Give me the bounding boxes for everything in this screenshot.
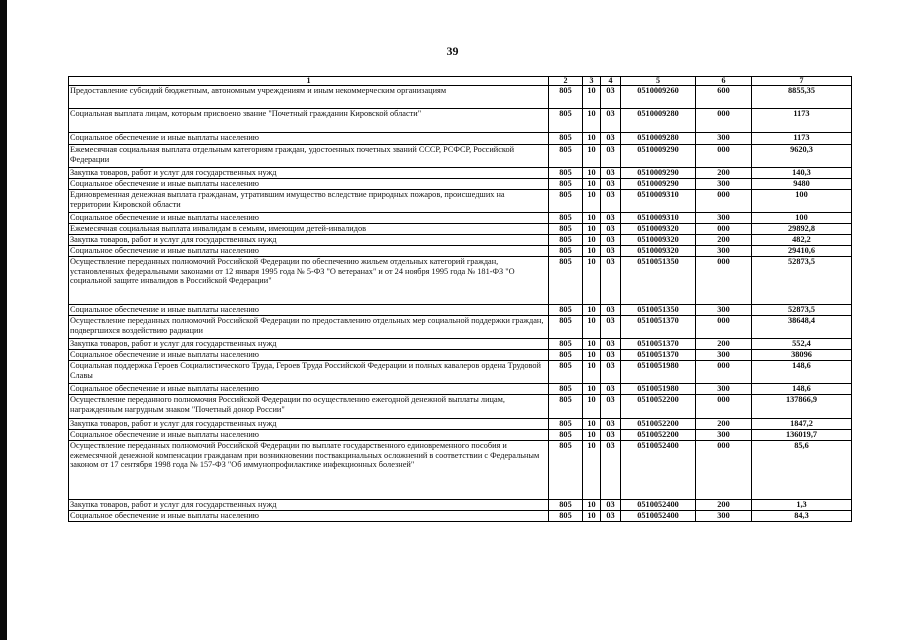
table-row	[69, 109, 852, 133]
table-row	[69, 384, 852, 395]
row-name-cell: Социальная поддержка Героев Социалистического Труда, Героев Труда Российской Федерации и полных кавалеров ордена Трудовой Славы	[69, 361, 549, 384]
row-csr-cell: 0510009310	[621, 190, 696, 213]
row-csr-cell: 0510051350	[621, 305, 696, 316]
row-grbs-cell: 805	[549, 257, 583, 305]
row-pr-cell: 03	[601, 168, 621, 179]
row-csr-cell: 0510009280	[621, 109, 696, 133]
row-rz-cell: 10	[583, 395, 601, 419]
row-rz-cell: 10	[583, 361, 601, 384]
row-grbs-cell: 805	[549, 500, 583, 511]
row-sum-cell: 137866,9	[752, 395, 852, 419]
row-name-cell: Ежемесячная социальная выплата отдельным категориям граждан, удостоенных почетных званий СССР, РСФСР, Российской Федерации	[69, 145, 549, 168]
row-name-cell: Социальное обеспечение и иные выплаты населению	[69, 511, 549, 522]
row-rz-cell: 10	[583, 224, 601, 235]
row-csr-cell: 0510052200	[621, 430, 696, 441]
row-sum-cell: 148,6	[752, 361, 852, 384]
row-vr-cell: 000	[696, 190, 752, 213]
budget-table	[68, 76, 852, 522]
table-row	[69, 441, 852, 500]
row-sum-cell: 52873,5	[752, 305, 852, 316]
row-name-cell: Осуществление переданного полномочия Российской Федерации по осуществлению ежегодной денежной выплаты лицам, награжденным нагрудным знаком "Почетный донор России"	[69, 395, 549, 419]
row-sum-cell: 8855,35	[752, 86, 852, 109]
row-grbs-cell: 805	[549, 168, 583, 179]
row-name-cell: Единовременная денежная выплата гражданам, утратившим имущество вследствие природных пожаров, происшедших на территории Кировской области	[69, 190, 549, 213]
table-row	[69, 133, 852, 145]
row-pr-cell: 03	[601, 179, 621, 190]
row-pr-cell: 03	[601, 500, 621, 511]
row-sum-cell: 38096	[752, 350, 852, 361]
row-rz-cell: 10	[583, 179, 601, 190]
row-name-cell: Социальное обеспечение и иные выплаты населению	[69, 384, 549, 395]
row-csr-cell: 0510052400	[621, 500, 696, 511]
table-row	[69, 316, 852, 339]
table-row	[69, 395, 852, 419]
table-row	[69, 350, 852, 361]
row-name-cell: Социальное обеспечение и иные выплаты населению	[69, 179, 549, 190]
row-pr-cell: 03	[601, 133, 621, 145]
header-cell: 5	[621, 77, 696, 86]
table-row	[69, 235, 852, 246]
row-rz-cell: 10	[583, 246, 601, 257]
row-csr-cell: 0510052400	[621, 441, 696, 500]
row-name-cell: Осуществление переданных полномочий Российской Федерации по обеспечению жильем отдельных категорий граждан, установленных федеральными законами от 12 января 1995 года № 5-ФЗ "О ветеранах" и от 24 ноября 1995 года № 181-ФЗ "О социальной защите инвалидов в Российской Федерации"	[69, 257, 549, 305]
table-row	[69, 339, 852, 350]
row-vr-cell: 200	[696, 168, 752, 179]
table-row	[69, 305, 852, 316]
row-csr-cell: 0510052400	[621, 511, 696, 522]
row-rz-cell: 10	[583, 213, 601, 224]
scan-edge-bar	[0, 0, 7, 640]
table-row	[69, 179, 852, 190]
row-rz-cell: 10	[583, 109, 601, 133]
row-pr-cell: 03	[601, 441, 621, 500]
row-sum-cell: 136019,7	[752, 430, 852, 441]
row-sum-cell: 9480	[752, 179, 852, 190]
row-vr-cell: 000	[696, 441, 752, 500]
row-rz-cell: 10	[583, 145, 601, 168]
row-vr-cell: 300	[696, 305, 752, 316]
row-name-cell: Социальное обеспечение и иные выплаты населению	[69, 305, 549, 316]
row-csr-cell: 0510051370	[621, 316, 696, 339]
row-vr-cell: 000	[696, 316, 752, 339]
row-name-cell: Закупка товаров, работ и услуг для государственных нужд	[69, 168, 549, 179]
row-grbs-cell: 805	[549, 430, 583, 441]
row-vr-cell: 300	[696, 179, 752, 190]
row-vr-cell: 300	[696, 213, 752, 224]
row-pr-cell: 03	[601, 235, 621, 246]
row-csr-cell: 0510051370	[621, 339, 696, 350]
row-grbs-cell: 805	[549, 305, 583, 316]
table-row	[69, 168, 852, 179]
row-grbs-cell: 805	[549, 361, 583, 384]
row-rz-cell: 10	[583, 257, 601, 305]
row-grbs-cell: 805	[549, 224, 583, 235]
row-rz-cell: 10	[583, 419, 601, 430]
header-cell: 4	[601, 77, 621, 86]
table-row	[69, 361, 852, 384]
table-row	[69, 511, 852, 522]
table-row	[69, 145, 852, 168]
row-vr-cell: 000	[696, 145, 752, 168]
row-sum-cell: 148,6	[752, 384, 852, 395]
row-grbs-cell: 805	[549, 133, 583, 145]
row-sum-cell: 100	[752, 213, 852, 224]
row-grbs-cell: 805	[549, 235, 583, 246]
row-grbs-cell: 805	[549, 395, 583, 419]
row-vr-cell: 200	[696, 339, 752, 350]
row-pr-cell: 03	[601, 86, 621, 109]
row-csr-cell: 0510009280	[621, 133, 696, 145]
row-vr-cell: 000	[696, 257, 752, 305]
header-cell: 6	[696, 77, 752, 86]
row-rz-cell: 10	[583, 86, 601, 109]
row-sum-cell: 9620,3	[752, 145, 852, 168]
row-pr-cell: 03	[601, 305, 621, 316]
row-rz-cell: 10	[583, 235, 601, 246]
row-csr-cell: 0510052200	[621, 419, 696, 430]
row-csr-cell: 0510009320	[621, 224, 696, 235]
row-pr-cell: 03	[601, 384, 621, 395]
row-name-cell: Закупка товаров, работ и услуг для государственных нужд	[69, 339, 549, 350]
row-sum-cell: 29410,6	[752, 246, 852, 257]
table-row	[69, 419, 852, 430]
row-pr-cell: 03	[601, 224, 621, 235]
row-sum-cell: 1,3	[752, 500, 852, 511]
row-vr-cell: 200	[696, 235, 752, 246]
row-grbs-cell: 805	[549, 339, 583, 350]
row-csr-cell: 0510009320	[621, 246, 696, 257]
table-row	[69, 257, 852, 305]
row-name-cell: Осуществление переданных полномочий Российской Федерации по предоставлению отдельных мер социальной поддержки граждан, подвергшихся воздействию радиации	[69, 316, 549, 339]
row-vr-cell: 300	[696, 133, 752, 145]
row-name-cell: Социальное обеспечение и иные выплаты населению	[69, 430, 549, 441]
row-grbs-cell: 805	[549, 511, 583, 522]
row-name-cell: Социальное обеспечение и иные выплаты населению	[69, 213, 549, 224]
row-name-cell: Социальная выплата лицам, которым присвоено звание "Почетный гражданин Кировской области"	[69, 109, 549, 133]
row-sum-cell: 552,4	[752, 339, 852, 350]
row-csr-cell: 0510009290	[621, 179, 696, 190]
row-rz-cell: 10	[583, 441, 601, 500]
row-name-cell: Закупка товаров, работ и услуг для государственных нужд	[69, 235, 549, 246]
header-row	[69, 77, 852, 86]
row-pr-cell: 03	[601, 350, 621, 361]
row-sum-cell: 1173	[752, 109, 852, 133]
row-sum-cell: 85,6	[752, 441, 852, 500]
row-rz-cell: 10	[583, 500, 601, 511]
row-grbs-cell: 805	[549, 419, 583, 430]
row-rz-cell: 10	[583, 316, 601, 339]
row-csr-cell: 0510052200	[621, 395, 696, 419]
row-csr-cell: 0510051980	[621, 361, 696, 384]
table-row	[69, 190, 852, 213]
row-grbs-cell: 805	[549, 179, 583, 190]
row-sum-cell: 38648,4	[752, 316, 852, 339]
row-pr-cell: 03	[601, 339, 621, 350]
row-csr-cell: 0510009310	[621, 213, 696, 224]
row-rz-cell: 10	[583, 430, 601, 441]
row-rz-cell: 10	[583, 168, 601, 179]
table-row	[69, 246, 852, 257]
row-vr-cell: 000	[696, 109, 752, 133]
row-grbs-cell: 805	[549, 213, 583, 224]
row-pr-cell: 03	[601, 257, 621, 305]
row-name-cell: Ежемесячная социальная выплата инвалидам в семьям, имеющим детей-инвалидов	[69, 224, 549, 235]
row-grbs-cell: 805	[549, 86, 583, 109]
row-csr-cell: 0510009320	[621, 235, 696, 246]
row-grbs-cell: 805	[549, 316, 583, 339]
row-rz-cell: 10	[583, 133, 601, 145]
row-rz-cell: 10	[583, 339, 601, 350]
row-name-cell: Закупка товаров, работ и услуг для государственных нужд	[69, 500, 549, 511]
table-row	[69, 430, 852, 441]
table-row	[69, 224, 852, 235]
row-csr-cell: 0510051350	[621, 257, 696, 305]
row-csr-cell: 0510051370	[621, 350, 696, 361]
row-grbs-cell: 805	[549, 145, 583, 168]
row-grbs-cell: 805	[549, 190, 583, 213]
header-cell: 3	[583, 77, 601, 86]
row-grbs-cell: 805	[549, 246, 583, 257]
row-pr-cell: 03	[601, 190, 621, 213]
header-cell: 1	[69, 77, 549, 86]
row-grbs-cell: 805	[549, 109, 583, 133]
row-name-cell: Предоставление субсидий бюджетным, автономным учреждениям и иным некоммерческим организациям	[69, 86, 549, 109]
row-vr-cell: 300	[696, 430, 752, 441]
row-vr-cell: 600	[696, 86, 752, 109]
row-sum-cell: 84,3	[752, 511, 852, 522]
row-rz-cell: 10	[583, 511, 601, 522]
row-vr-cell: 300	[696, 350, 752, 361]
table-row	[69, 213, 852, 224]
row-vr-cell: 300	[696, 511, 752, 522]
row-grbs-cell: 805	[549, 384, 583, 395]
row-pr-cell: 03	[601, 395, 621, 419]
row-csr-cell: 0510051980	[621, 384, 696, 395]
row-sum-cell: 29892,8	[752, 224, 852, 235]
row-csr-cell: 0510009290	[621, 168, 696, 179]
row-vr-cell: 200	[696, 500, 752, 511]
row-name-cell: Социальное обеспечение и иные выплаты населению	[69, 350, 549, 361]
row-sum-cell: 1847,2	[752, 419, 852, 430]
page-number: 39	[446, 44, 459, 58]
table-body	[69, 77, 852, 522]
row-csr-cell: 0510009260	[621, 86, 696, 109]
row-rz-cell: 10	[583, 350, 601, 361]
row-grbs-cell: 805	[549, 441, 583, 500]
row-sum-cell: 52873,5	[752, 257, 852, 305]
row-pr-cell: 03	[601, 145, 621, 168]
row-vr-cell: 000	[696, 361, 752, 384]
row-sum-cell: 1173	[752, 133, 852, 145]
header-cell: 7	[752, 77, 852, 86]
row-grbs-cell: 805	[549, 350, 583, 361]
row-vr-cell: 300	[696, 384, 752, 395]
row-sum-cell: 482,2	[752, 235, 852, 246]
row-sum-cell: 100	[752, 190, 852, 213]
row-vr-cell: 000	[696, 395, 752, 419]
row-pr-cell: 03	[601, 361, 621, 384]
row-rz-cell: 10	[583, 384, 601, 395]
header-cell: 2	[549, 77, 583, 86]
row-rz-cell: 10	[583, 305, 601, 316]
row-name-cell: Закупка товаров, работ и услуг для государственных нужд	[69, 419, 549, 430]
row-pr-cell: 03	[601, 419, 621, 430]
table-row	[69, 500, 852, 511]
row-pr-cell: 03	[601, 246, 621, 257]
row-rz-cell: 10	[583, 190, 601, 213]
row-name-cell: Социальное обеспечение и иные выплаты населению	[69, 246, 549, 257]
row-vr-cell: 200	[696, 419, 752, 430]
row-pr-cell: 03	[601, 430, 621, 441]
row-pr-cell: 03	[601, 511, 621, 522]
row-pr-cell: 03	[601, 316, 621, 339]
row-pr-cell: 03	[601, 109, 621, 133]
row-sum-cell: 140,3	[752, 168, 852, 179]
row-vr-cell: 300	[696, 246, 752, 257]
table-row	[69, 86, 852, 109]
row-vr-cell: 000	[696, 224, 752, 235]
row-pr-cell: 03	[601, 213, 621, 224]
row-csr-cell: 0510009290	[621, 145, 696, 168]
row-name-cell: Социальное обеспечение и иные выплаты населению	[69, 133, 549, 145]
row-name-cell: Осуществление переданных полномочий Российской Федерации по выплате государственного единовременного пособия и ежемесячной денежной компенсации гражданам при возникновении поствакцинальных осложнений в соответствии с Федеральным законом от 17 сентября 1998 года № 157-ФЗ "Об иммунопрофилактике инфекционных болезней"	[69, 441, 549, 500]
